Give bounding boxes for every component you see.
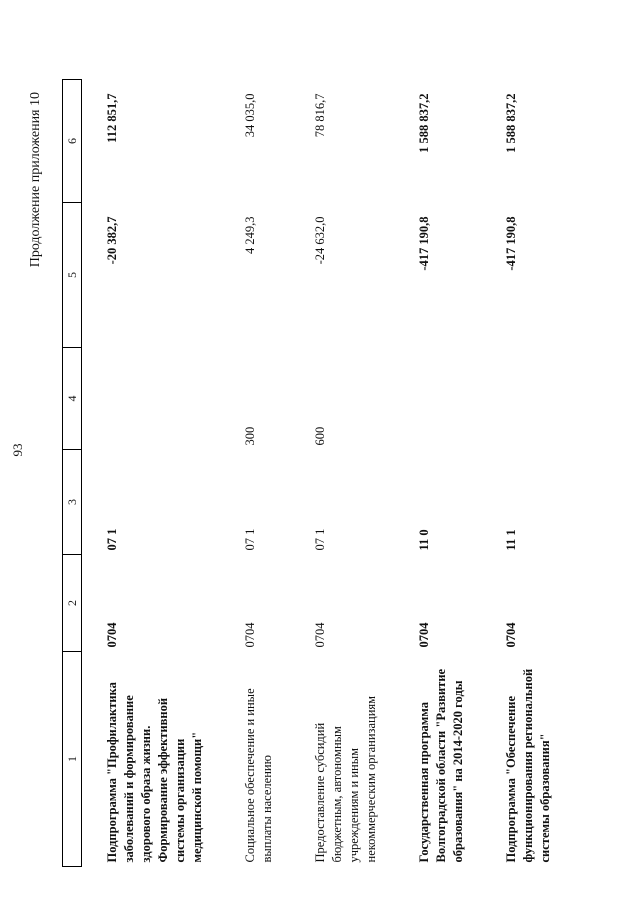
row-section-code: 0704 (313, 622, 327, 648)
budget-table (62, 79, 568, 867)
row-target-code: 11 0 (417, 529, 431, 551)
row-change-amount: 4 249,3 (243, 216, 257, 254)
table-row (481, 80, 568, 867)
row-change-amount: -417 190,8 (504, 216, 518, 271)
table-row (290, 80, 394, 867)
row-total-amount: 34 035,0 (243, 93, 257, 138)
row-target-code: 07 1 (105, 528, 119, 551)
row-change-amount: -20 382,7 (105, 216, 119, 265)
column-header-2: 2 (63, 555, 82, 652)
row-section-code: 0704 (417, 622, 431, 648)
column-header-5: 5 (63, 203, 82, 348)
row-name: Подпрограмма "Профилактика заболеваний и формирование здорового образа жизни. Формирование эффективной системы организации медицинской помощи" (105, 682, 204, 863)
row-target-code: 11 1 (504, 529, 518, 551)
row-total-amount: 78 816,7 (313, 93, 327, 138)
row-target-code: 07 1 (313, 528, 327, 551)
appendix-continuation-note: Продолжение приложения 10 (28, 92, 43, 268)
row-target-code: 07 1 (243, 528, 257, 551)
row-total-amount: 1 588 837,2 (504, 93, 518, 153)
row-name: Социальное обеспечение и иные выплаты населению (243, 688, 274, 863)
row-section-code: 0704 (504, 622, 518, 648)
column-header-3: 3 (63, 450, 82, 555)
row-name: Предоставление субсидий бюджетным, автономным учреждениям и иным некоммерческим организациям (313, 695, 378, 863)
column-header-4: 4 (63, 348, 82, 450)
column-header-6: 6 (63, 80, 82, 203)
row-change-amount: -417 190,8 (417, 216, 431, 271)
row-total-amount: 1 588 837,2 (417, 93, 431, 153)
column-header-1: 1 (63, 652, 82, 867)
row-expense-type (394, 348, 481, 450)
row-name: Подпрограмма "Обеспечение функционирования региональной системы образования" (504, 668, 552, 863)
page-number: 93 (10, 443, 25, 457)
row-section-code: 0704 (105, 622, 119, 648)
row-total-amount: 112 851,7 (105, 93, 119, 143)
row-expense-type (481, 348, 568, 450)
table-row (82, 80, 221, 867)
row-change-amount: -24 632,0 (313, 216, 327, 265)
table-row (394, 80, 481, 867)
row-expense-type: 300 (243, 426, 257, 446)
table-header-row (63, 80, 82, 867)
row-expense-type (82, 348, 221, 450)
row-expense-type: 600 (313, 426, 327, 446)
table-row (220, 80, 290, 867)
row-name: Государственная программа Волгоградской области "Развитие образования" на 2014-2020 годы (417, 668, 465, 863)
row-section-code: 0704 (243, 622, 257, 648)
